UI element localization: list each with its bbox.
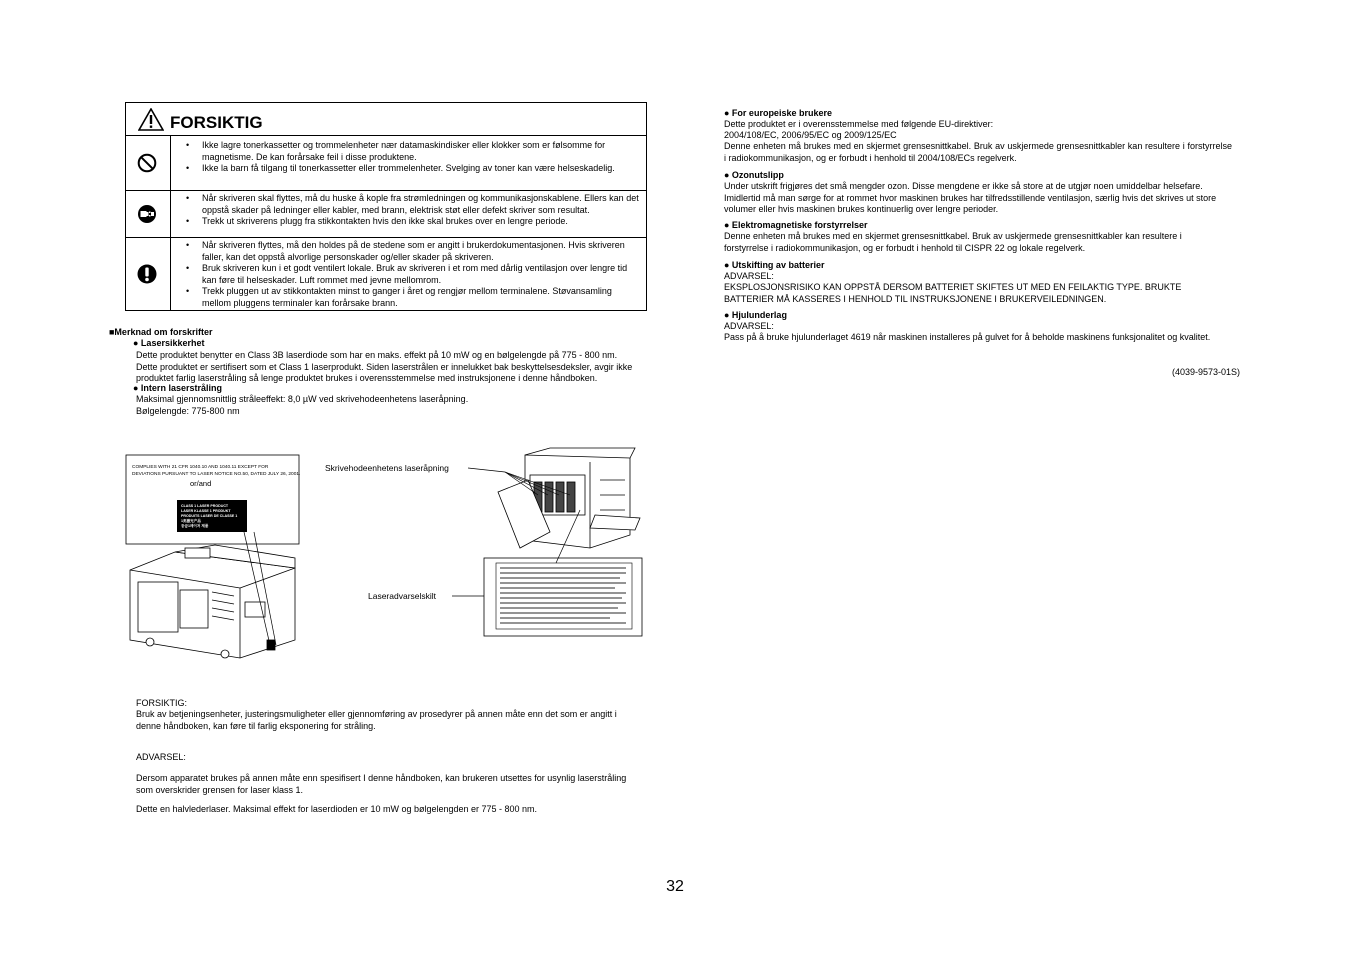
text-line: produktet farlig laserstråling så lenge produktet brukes i overensstemmelse med instruksjonene i denne håndboken. — [136, 373, 598, 383]
caution-header — [126, 103, 646, 136]
caution-row-icon-cell — [126, 135, 171, 190]
eu-heading: ● For europeiske brukere — [724, 108, 832, 118]
caution-row — [126, 135, 646, 191]
internal-radiation-text — [136, 394, 468, 417]
wheel-warning-label: ADVARSEL: — [724, 321, 774, 331]
text-line: Dette produktet benytter en Class 3B laserdiode som har en maks. effekt på 10 mW og en bølgelengde på 775 - 800 nm. — [136, 350, 618, 360]
caution-row — [126, 190, 646, 238]
bottom-warning-text — [136, 773, 626, 796]
printer-front-open-illustration — [498, 448, 640, 548]
exclamation-icon — [137, 264, 157, 284]
caution-row-list — [186, 193, 642, 228]
laser-diode-text: Dette en halvlederlaser. Maksimal effekt for laserdioden er 10 mW og bølgelengden er 775 - 800 nm. — [136, 804, 538, 814]
warning-triangle-icon — [138, 108, 164, 131]
text-line: Bølgelengde: 775-800 nm — [136, 405, 240, 416]
caution-row — [126, 237, 646, 311]
bottom-caution-label: FORSIKTIG: — [136, 698, 188, 708]
text-line: som overskrider grensen for laser klass 1. — [136, 784, 304, 795]
bottom-caution-text — [136, 709, 617, 732]
list-item: • Når skriveren flyttes, må den holdes på de stedene som er angitt i brukerdokumentasjonen. Hvis skriveren faller, kan det oppstå alvorlige personskader og/eller skader på skriveren. — [186, 240, 642, 263]
list-item: • Ikke la barn få tilgang til tonerkassetter eller trommelenheter. Svelging av toner kan være helseskadelig. — [186, 163, 642, 175]
wheel-paragraph: Pass på å bruke hjulunderlaget 4619 når maskinen installeres på gulvet for å beholde maskinens funksjonalitet og kvalitet. — [724, 332, 1211, 342]
caution-row-icon-cell — [126, 237, 171, 311]
list-item: • Trekk pluggen ut av stikkontakten minst to ganger i året og rengjør mellom terminalene. Støvansamling mellom pluggens terminaler kan forårsake brann. — [186, 286, 642, 309]
ozone-heading: ● Ozonutslipp — [724, 170, 784, 180]
printer-rear-illustration — [130, 545, 295, 658]
caution-title: FORSIKTIG — [170, 113, 263, 132]
warning-sign-label: Laseradvarselskilt — [368, 591, 437, 601]
class1-line: 1类激光产品 — [181, 519, 201, 523]
list-item: • Trekk ut skriverens plugg fra stikkontakten hvis den ikke skal brukes over en lengre periode. — [186, 216, 642, 228]
text-line: Dersom apparatet brukes på annen måte enn spesifisert I denne håndboken, kan brukeren utsettes for usynlig laserstråling — [136, 773, 627, 783]
battery-warning-label: ADVARSEL: — [724, 271, 774, 281]
text-line: Bruk av betjeningsenheter, justeringsmuligheter eller gjennomføring av prosedyrer på annen måte enn det som er angitt i — [136, 709, 617, 719]
page-number: 32 — [666, 878, 684, 895]
caution-row-list — [186, 140, 642, 175]
cert-line-2: DEVIATIONS PURSUANT TO LASER NOTICE NO.50, DATED JULY 26, 2001. — [132, 472, 301, 477]
class1-line: LASER KLASSE 1 PRODUKT — [181, 509, 231, 513]
aperture-label: Skrivehodeenhetens laseråpning — [325, 463, 449, 473]
laser-label-figure — [120, 440, 650, 665]
unplug-icon — [137, 204, 157, 224]
text-line: Maksimal gjennomsnittlig stråleeffekt: 8,0 µW ved skrivehodeenhetens laseråpning. — [136, 394, 469, 404]
or-and-text: or/and — [190, 479, 212, 488]
text-line: Dette produktet er sertifisert som et Class 1 laserprodukt. Siden laserstrålen er innelukket bak beskyttelsesdeksler, avgir ikke — [136, 361, 633, 372]
text-line: denne håndboken, kan føre til farlig eksponering for stråling. — [136, 720, 376, 731]
document-code: (4039-9573-01S) — [1171, 367, 1240, 377]
laser-safety-text — [136, 350, 632, 385]
list-item: • Ikke lagre tonerkassetter og trommelenheter nær datamaskindisker eller klokker som er følsomme for magnetisme. De kan forårsake feil i disse produktene. — [186, 140, 642, 163]
caution-row-icon-cell — [126, 190, 171, 237]
eu-directives: 2004/108/EC, 2006/95/EC og 2009/125/EC — [724, 130, 897, 140]
wheel-heading: ● Hjulunderlag — [724, 310, 787, 320]
regulations-heading: ■Merknad om forskrifter — [109, 327, 213, 337]
prohibition-icon — [137, 153, 157, 173]
list-item: • Bruk skriveren kun i et godt ventilert lokale. Bruk av skriveren i et rom med dårlig ventilasjon over lengre tid kan føre til helseskader. Luft rommet med jevne mellomrom. — [186, 263, 642, 286]
eu-text-line: Dette produktet er i overensstemmelse med følgende EU-direktiver: — [724, 119, 994, 129]
battery-heading: ● Utskifting av batterier — [724, 260, 825, 270]
caution-row-list — [186, 240, 642, 309]
class1-line: PRODUITS LASER DE CLASSE 1 — [181, 514, 238, 518]
class1-line: CLASS 1 LASER PRODUCT — [181, 504, 229, 508]
emc-heading: ● Elektromagnetiske forstyrrelser — [724, 220, 868, 230]
list-item: • Når skriveren skal flyttes, må du huske å kople fra strømledningen og kommunikasjonskablene. Ellers kan det oppstå skader på ledninger eller kabler, med brann, elektrisk støt eller defekt skriver som resultat. — [186, 193, 642, 216]
ozone-paragraph: Under utskrift frigjøres det små mengder ozon. Disse mengdene er ikke så store at de utgjør noen umiddelbar helsefare. Imidlertid må man sørge for at rommet hvor maskinen brukes har tilfredsstillende ventilasjon, særlig hvis det skrives ut store volumer eller hvis maskinen brukes kontinuerlig over lengre perioder. — [724, 181, 1217, 214]
caution-box — [125, 102, 647, 311]
laser-safety-heading: ● Lasersikkerhet — [133, 338, 205, 348]
class1-line: 등급1레이저 제품 — [181, 524, 209, 528]
battery-paragraph: EKSPLOSJONSRISIKO KAN OPPSTÅ DERSOM BATTERIET SKIFTES UT MED EN FEILAKTIG TYPE. BRUKTE BATTERIER MÅ KASSERES I HENHOLD TIL INSTRUKSJONENE I BRUKERVEILEDNINGEN. — [724, 282, 1182, 304]
cert-line-1: COMPLIES WITH 21 CFR 1040.10 AND 1040.11 EXCEPT FOR — [132, 465, 269, 470]
eu-paragraph: Denne enheten må brukes med en skjermet grensesnittkabel. Bruk av uskjermede grensesnittkabler kan resultere i forstyrrelse i radiokommunikasjon, og er forbudt i henhold til 2004/108/ECs regelverk. — [724, 141, 1232, 163]
bottom-warning-label: ADVARSEL: — [136, 752, 186, 762]
internal-radiation-heading: ● Intern laserstråling — [133, 383, 222, 393]
emc-paragraph: Denne enheten må brukes med en skjermet grensesnittkabel. Bruk av uskjermede grensesnittkabler kan resultere i forstyrrelse i radiokommunikasjon, og er forbudt i henhold til CISPR 22 og lokale regelverk. — [724, 231, 1182, 253]
